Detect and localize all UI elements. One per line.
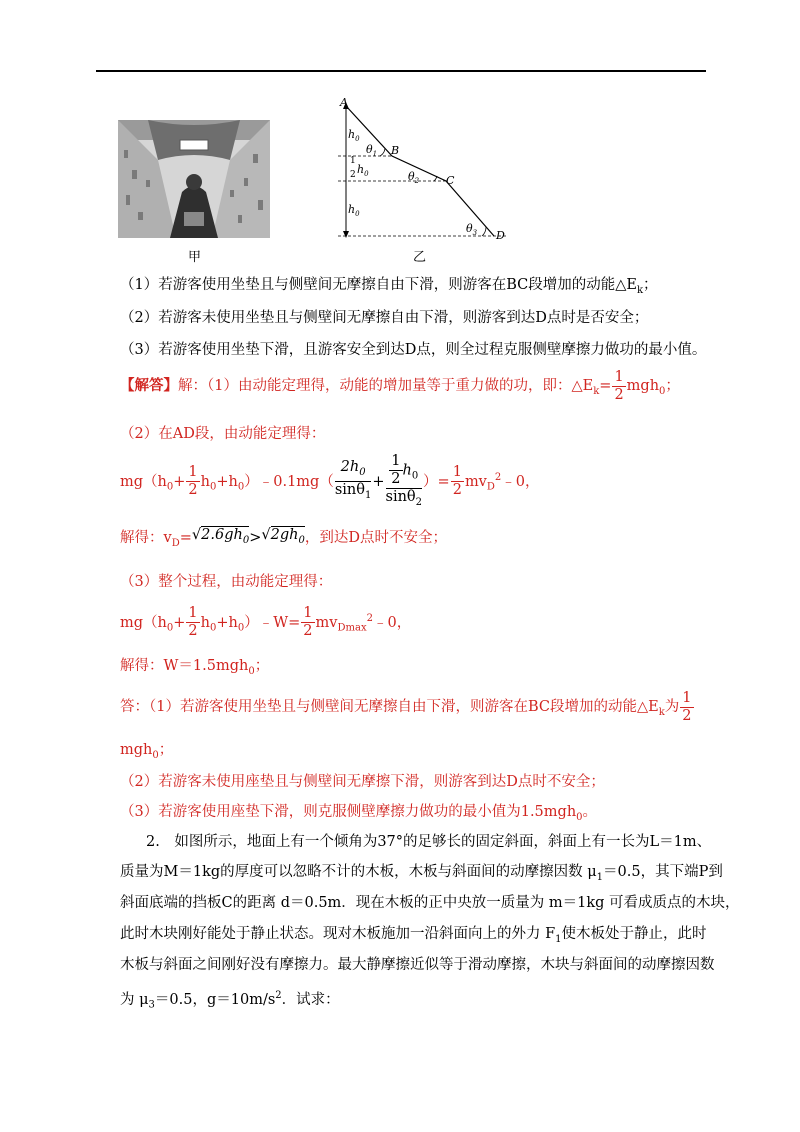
answer-solution-w: 解得：W＝1.5mgh$_0$； [120, 658, 270, 677]
point-d: D [496, 229, 505, 242]
slide-photo [118, 120, 270, 238]
point-a: A [340, 96, 348, 109]
question-1: （1）若游客使用坐垫且与侧壁间无摩擦自由下滑，则游客在BC段增加的动能$\triangle E_k$； [120, 277, 658, 296]
problem2-line-6: 为 $\mu_3=0.5$，$g=10m/s^2$．试求： [120, 990, 340, 1011]
question-2: （2）若游客未使用坐垫且与侧壁间无摩擦自由下滑，则游客到达D点时是否安全； [120, 310, 649, 326]
sqrt-2-6gh0: $√2.6gh_0$ [191, 527, 250, 546]
answer-solution-vd: 解得：$v_D=√2.6gh_0>√2gh_0$，到达D点时不安全； [120, 522, 447, 557]
theta2-label: $\theta_2$ [408, 170, 420, 186]
theta3-label: $\theta_3$ [466, 222, 478, 238]
answer-label: 【解答】 [120, 377, 178, 394]
point-c: C [446, 174, 455, 187]
answer-line-3: （3）整个过程，由动能定理得： [120, 574, 333, 590]
diagram-caption: 乙 [413, 250, 427, 265]
final-answer-1: 答：（1）若游客使用坐垫且与侧壁间无摩擦自由下滑，则游客在BC段增加的动能$\triangle E_k$为 $\frac{1}{2}$ [120, 689, 692, 724]
h0-label-3: $h_0$ [348, 203, 360, 219]
final-answer-2: （2）若游客未使用座垫且与侧壁间无摩擦下滑，则游客到达D点时不安全； [120, 774, 605, 790]
problem2-line-5: 木板与斜面之间刚好没有摩擦力。最大静摩擦近似等于滑动摩擦，木块与斜面间的动摩擦因数 [120, 957, 715, 973]
point-b: B [391, 144, 400, 157]
answer-equation-whole: $mg(h_0+$ $\frac{1}{2}$ $h_0+h_0)﹣W=$ $\frac{1}{2}$ $mv_{Dmax}^2﹣0$， [120, 605, 412, 640]
question-3: （3）若游客使用坐垫下滑，且游客安全到达D点，则全过程克服侧壁摩擦力做功的最小值。 [120, 342, 707, 358]
photo-caption: 甲 [188, 250, 202, 265]
sqrt-2gh0: $√2gh_0$ [261, 527, 305, 546]
header-rule [96, 70, 706, 72]
answer-line-1: 【解答】解：（1）由动能定理得，动能的增加量等于重力做的功，即：$\triangle E_k=$ $\frac{1}{2}$ mgh$_0$； [120, 368, 680, 403]
h0-label-2: $h_0$ [357, 163, 369, 179]
final-answer-1-cont: mgh$_0$； [120, 742, 174, 761]
problem2-line-1: 2. 如图所示，地面上有一个倾角为37°的足够长的固定斜面，斜面上有一长为L＝1m、 [146, 834, 712, 850]
answer-line-2: （2）在AD段，由动能定理得： [120, 426, 326, 442]
h0-label-1: $h_0$ [348, 128, 360, 144]
half-num: 1 [350, 156, 356, 166]
theta1-label: $\theta_1$ [366, 143, 378, 159]
problem2-line-2: 质量为M＝1kg的厚度可以忽略不计的木板，木板与斜面间的动摩擦因数 $\mu_1=0.5$，其下端P到 [120, 864, 723, 883]
problem2-line-3: 斜面底端的挡板C的距离 d＝0.5m．现在木板的正中央放一质量为 m＝1kg 可看成质点的木块， [120, 895, 740, 911]
final-answer-3: （3）若游客使用座垫下滑，则克服侧壁摩擦力做功的最小值为1.5mgh$_0$。 [120, 804, 598, 823]
problem2-line-4: 此时木块刚好能处于静止状态。现对木板施加一沿斜面向上的外力 $F_1$使木板处于静止，此时 [120, 926, 707, 945]
half-den: 2 [350, 170, 356, 180]
answer-equation-ad: $mg(h_0+$ $\frac{1}{2}$ $h_0+h_0)﹣0.1mg$（ $\frac{2h_0}{\sin\theta_1}$ + $\frac{1}{2}$ $h_0$ sinθ$_2$ ）= $\frac{1}{2}$ $mv_D^2﹣0$， [120, 452, 540, 508]
